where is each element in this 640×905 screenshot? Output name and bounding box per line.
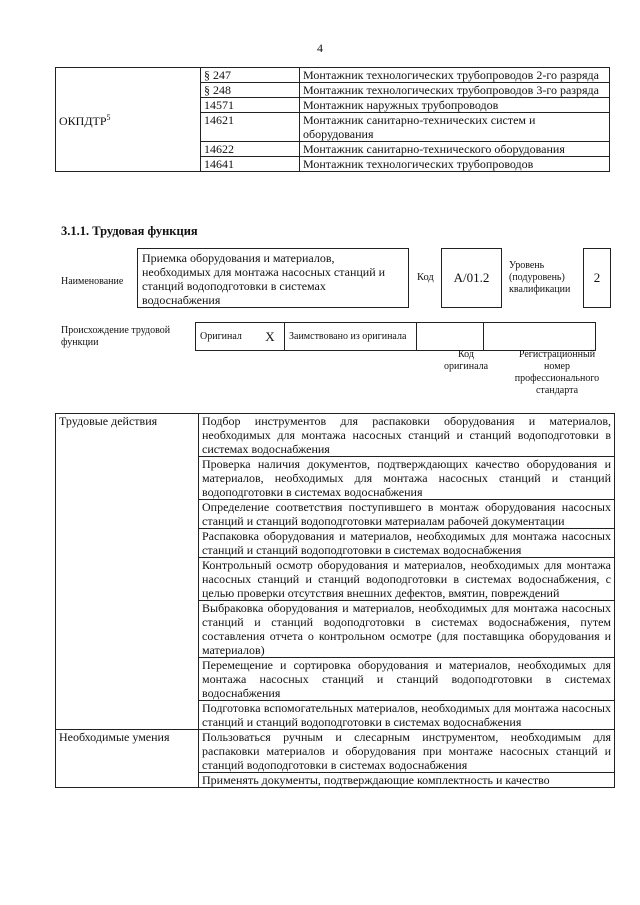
level-label: Уровень (подуровень) квалификации [509, 260, 571, 295]
okpd-code: 14571 [201, 98, 300, 113]
table-row [56, 414, 615, 457]
page-number: 4 [317, 41, 323, 55]
action-item: Выбраковка оборудования и материалов, необходимых для монтажа насосных станций и станций водоподготовки в системах водоснабжения, путем составления отчета о контрольном осмотре (для поставщика оборудования и материалов) [199, 601, 615, 658]
actions-header: Трудовые действия [56, 414, 199, 730]
origin-label: Происхождение трудовой функции [61, 325, 171, 348]
action-item: Контрольный осмотр оборудования и материалов, необходимых для монтажа насосных станций и станций водоподготовки в системах водоснабжения, с целью проверки отсутствия внешних дефектов, вмятин, повреждений [199, 558, 615, 601]
reg-number-cell [484, 323, 596, 351]
okpdtr-label: ОКПДТР [59, 114, 107, 128]
function-details-table [55, 413, 615, 788]
okpd-name: Монтажник санитарно-технических систем и оборудования [300, 113, 610, 142]
action-item: Распаковка оборудования и материалов, необходимых для монтажа насосных станций и станций водоподготовки в системах водоснабжения [199, 529, 615, 558]
action-item: Подбор инструментов для распаковки оборудования и материалов, необходимых для монтажа насосных станций и станций водоподготовки в системах водоснабжения [199, 414, 615, 457]
action-item: Определение соответствия поступившего в монтаж оборудования насосных станций и станций водоподготовки материалам рабочей документации [199, 500, 615, 529]
okpd-code: § 248 [201, 83, 300, 98]
function-code-box: A/01.2 [441, 248, 502, 308]
okpdtr-table [55, 67, 610, 172]
origin-table [195, 322, 596, 351]
table-row [196, 323, 596, 351]
function-name-box: Приемка оборудования и материалов, необходимых для монтажа насосных станций и станций водоподготовки в системах водоснабжения [137, 248, 409, 308]
original-code-cell [417, 323, 484, 351]
action-item: Подготовка вспомогательных материалов, необходимых для монтажа насосных станций и станций водоподготовки в системах водоснабжения [199, 701, 615, 730]
footnote-mark: 5 [106, 113, 111, 122]
okpd-name: Монтажник технологических трубопроводов 2-го разряда [300, 68, 610, 83]
okpd-name: Монтажник санитарно-технического оборудования [300, 142, 610, 157]
action-item: Проверка наличия документов, подтверждающих качество оборудования и материалов, необходимых для монтажа насосных станций и станций водоподготовки в системах водоснабжения [199, 457, 615, 500]
okpd-name: Монтажник технологических трубопроводов 3-го разряда [300, 83, 610, 98]
okpd-code: 14641 [201, 157, 300, 172]
okpd-name: Монтажник наружных трубопроводов [300, 98, 610, 113]
original-label: Оригинал [196, 323, 257, 351]
section-title: 3.1.1. Трудовая функция [61, 224, 198, 238]
action-item: Перемещение и сортировка оборудования и материалов, необходимых для монтажа насосных станций и станций водоподготовки в системах водоснабжения [199, 658, 615, 701]
skills-header: Необходимые умения [56, 730, 199, 788]
skill-item: Применять документы, подтверждающие комплектность и качество [199, 773, 615, 788]
code-original-caption: Код оригинала [443, 349, 489, 372]
table-row [56, 68, 610, 83]
okpd-code: 14621 [201, 113, 300, 142]
borrowed-label: Заимствовано из оригинала [285, 323, 417, 351]
original-mark: X [256, 323, 285, 351]
level-box: 2 [583, 248, 611, 308]
skill-item: Пользоваться ручным и слесарным инструментом, необходимым для распаковки материалов и оборудования при монтаже насосных станций и станций водоподготовки в системах водоснабжения [199, 730, 615, 773]
code-label: Код [417, 272, 434, 283]
okpd-code: § 247 [201, 68, 300, 83]
reg-number-caption: Регистрационный номер профессионального стандарта [514, 349, 600, 396]
okpdtr-label-cell [56, 68, 201, 172]
okpd-code: 14622 [201, 142, 300, 157]
okpd-name: Монтажник технологических трубопроводов [300, 157, 610, 172]
name-label: Наименование [61, 276, 124, 287]
table-row [56, 730, 615, 773]
